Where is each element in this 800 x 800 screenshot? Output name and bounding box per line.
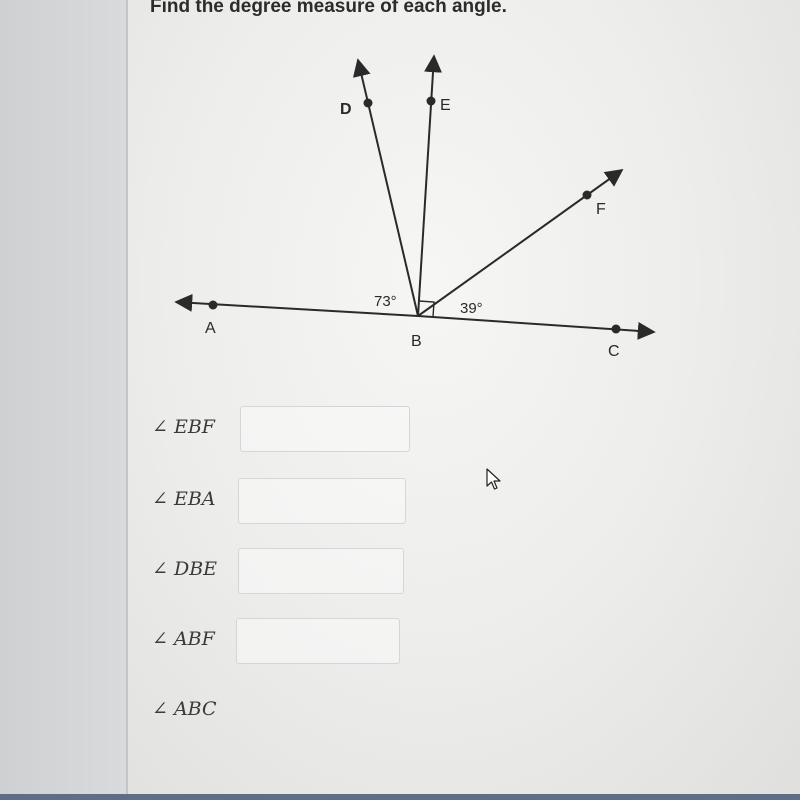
angle-label-39: 39° [460,300,483,317]
answer-input-abf[interactable] [236,618,400,664]
answer-input-eba[interactable] [238,478,406,524]
angle-label: ∠ EBA [152,488,216,510]
ray-bd [358,60,418,316]
angle-label: ∠ ABF [152,628,215,650]
ray-be [418,56,434,316]
label-d: D [340,101,352,118]
label-f: F [596,201,606,218]
answer-input-dbe[interactable] [238,548,404,594]
instruction-text: Find the degree measure of each angle. [150,0,507,17]
point-f [583,191,592,200]
angle-label: ∠ ABC [152,698,217,720]
answer-input-ebf[interactable] [240,406,410,452]
label-b: B [411,333,422,350]
angle-label: ∠ DBE [152,558,218,580]
angle-label: ∠ EBF [152,416,215,438]
ray-bf [418,170,622,316]
label-e: E [440,97,451,114]
point-e [427,97,436,106]
bottom-bar [0,794,800,800]
point-a [209,301,218,310]
mouse-pointer-icon [486,468,504,492]
angle-label-73: 73° [374,293,397,310]
label-a: A [205,320,216,337]
label-c: C [608,343,620,360]
point-d [364,99,373,108]
point-c [612,325,621,334]
